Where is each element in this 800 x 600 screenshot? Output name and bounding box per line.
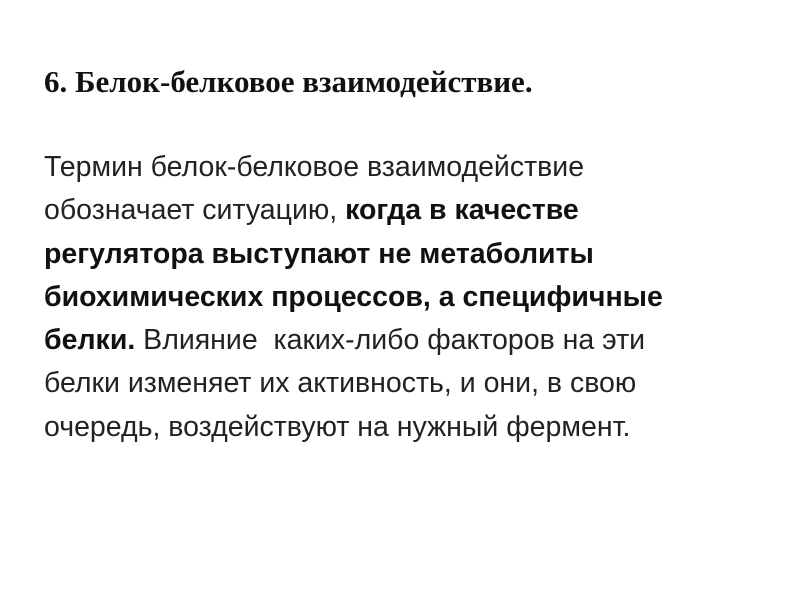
paragraph-line-7 [44,406,764,449]
line-6-text: белки изменяет их активность, и они, в свою [44,367,637,400]
line-3-bold-text: регулятора выступают не метаболиты [44,237,594,270]
slide-paragraph [44,146,764,449]
line-5-text: Влияние каких-либо факторов на эти [135,324,646,357]
slide-heading: 6. Белок-белковое взаимодействие. [44,64,533,99]
paragraph-line-5 [44,319,764,362]
line-1-text: Термин белок-белковое взаимодействие [44,151,585,183]
line-2-bold-text: когда в качестве [345,194,579,227]
paragraph-line-2 [44,189,764,232]
line-7-text: очередь, воздействуют на нужный фермент. [44,410,631,443]
line-4-bold-text: биохимических процессов, а специфичные [44,280,663,313]
paragraph-line-4 [44,276,764,319]
paragraph-line-3 [44,233,764,276]
paragraph-line-6 [44,362,764,405]
paragraph-line-1 [44,146,764,189]
line-2-text: обозначает ситуацию, [44,194,346,227]
line-5-bold-text: белки. [44,324,136,357]
